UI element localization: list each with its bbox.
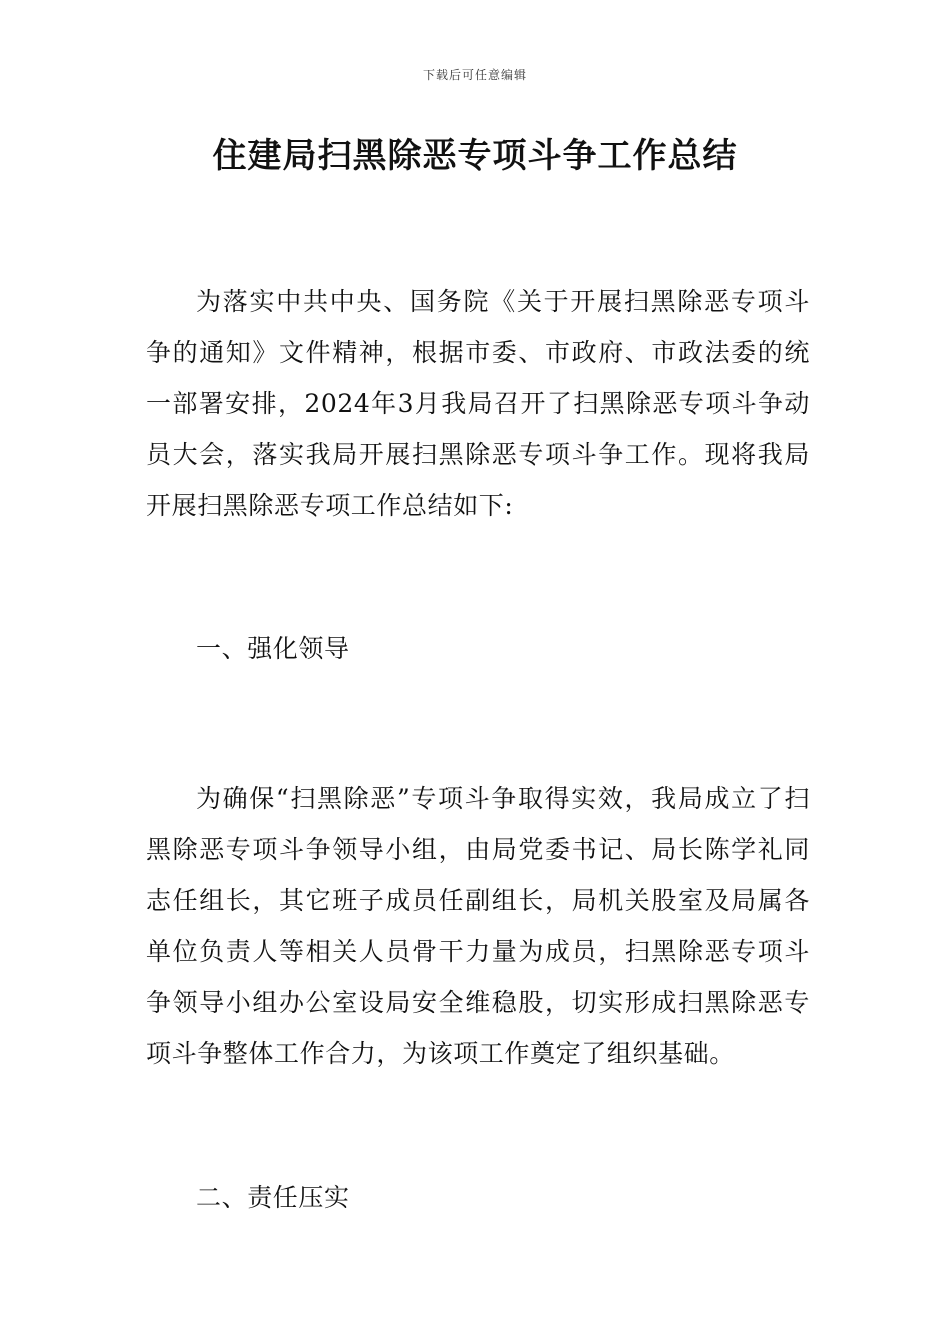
intro-paragraph: 为落实中共中央、国务院《关于开展扫黑除恶专项斗争的通知》文件精神，根据市委、市政府、市政法委的统一部署安排，2024年3月我局召开了扫黑除恶专项斗争动员大会，落实我局开展扫黑除恶专项斗争工作。现将我局开展扫黑除恶专项工作总结如下: <box>146 287 810 520</box>
section-heading-1: 一、强化领导 <box>196 634 350 663</box>
section-1-paragraph: 为确保“扫黑除恶”专项斗争取得实效，我局成立了扫黑除恶专项斗争领导小组，由局党委书记、局长陈学礼同志任组长，其它班子成员任副组长，局机关股室及局属各单位负责人等相关人员骨干力量为成员，扫黑除恶专项斗争领导小组办公室设局安全维稳股，切实形成扫黑除恶专项斗争整体工作合力，为该项工作奠定了组织基础。 <box>146 784 810 1068</box>
section-heading-2: 二、责任压实 <box>196 1183 350 1212</box>
header-note: 下载后可任意编辑 <box>422 68 527 82</box>
document-title: 住建局扫黑除恶专项斗争工作总结 <box>212 136 738 176</box>
